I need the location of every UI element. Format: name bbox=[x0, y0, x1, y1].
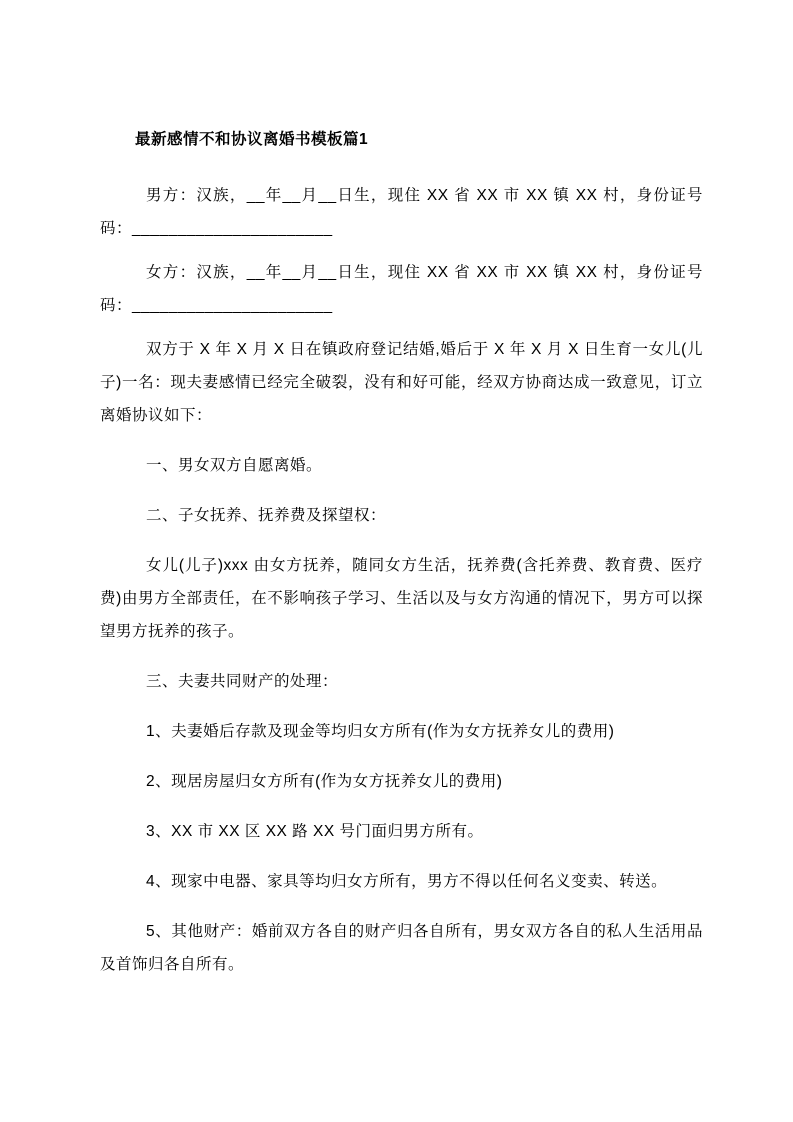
paragraph-clause-3-item-2: 2、现居房屋归女方所有(作为女方抚养女儿的费用) bbox=[146, 773, 503, 790]
paragraph-clause-3-item-5: 5、其他财产：婚前双方各自的财产归各自所有，男女双方各自的私人生活用品及首饰归各自所有。 bbox=[100, 923, 703, 973]
paragraph-clause-3-item-1: 1、夫妻婚后存款及现金等均归女方所有(作为女方抚养女儿的费用) bbox=[146, 723, 615, 740]
paragraph-clause-2-detail: 女儿(儿子)xxx 由女方抚养，随同女方生活，抚养费(含托养费、教育费、医疗费)由男方全部责任，在不影响孩子学习、生活以及与女方沟通的情况下，男方可以探望男方抚养的孩子。 bbox=[100, 557, 703, 640]
paragraph-clause-3-item-3: 3、XX 市 XX 区 XX 路 XX 号门面归男方所有。 bbox=[146, 823, 484, 840]
paragraph-party-male: 男方：汉族，__年__月__日生，现住 XX 省 XX 市 XX 镇 XX 村，身份证号码：______________________ bbox=[100, 187, 703, 237]
paragraph-clause-3-item-4: 4、现家中电器、家具等均归女方所有，男方不得以任何名义变卖、转送。 bbox=[146, 873, 668, 890]
paragraph-party-female: 女方：汉族，__年__月__日生，现住 XX 省 XX 市 XX 镇 XX 村，身份证号码：______________________ bbox=[100, 264, 703, 314]
paragraph-clause-3: 三、夫妻共同财产的处理： bbox=[146, 673, 339, 690]
paragraph-clause-1: 一、男女双方自愿离婚。 bbox=[146, 457, 323, 474]
paragraph-clause-2: 二、子女抚养、抚养费及探望权： bbox=[146, 507, 387, 524]
document-title: 最新感情不和协议离婚书模板篇1 bbox=[135, 131, 369, 148]
paragraph-preamble: 双方于 X 年 X 月 X 日在镇政府登记结婚,婚后于 X 年 X 月 X 日生育一女儿(儿子)一名：现夫妻感情已经完全破裂，没有和好可能，经双方协商达成一致意见，订立离婚协议如下： bbox=[100, 341, 703, 424]
